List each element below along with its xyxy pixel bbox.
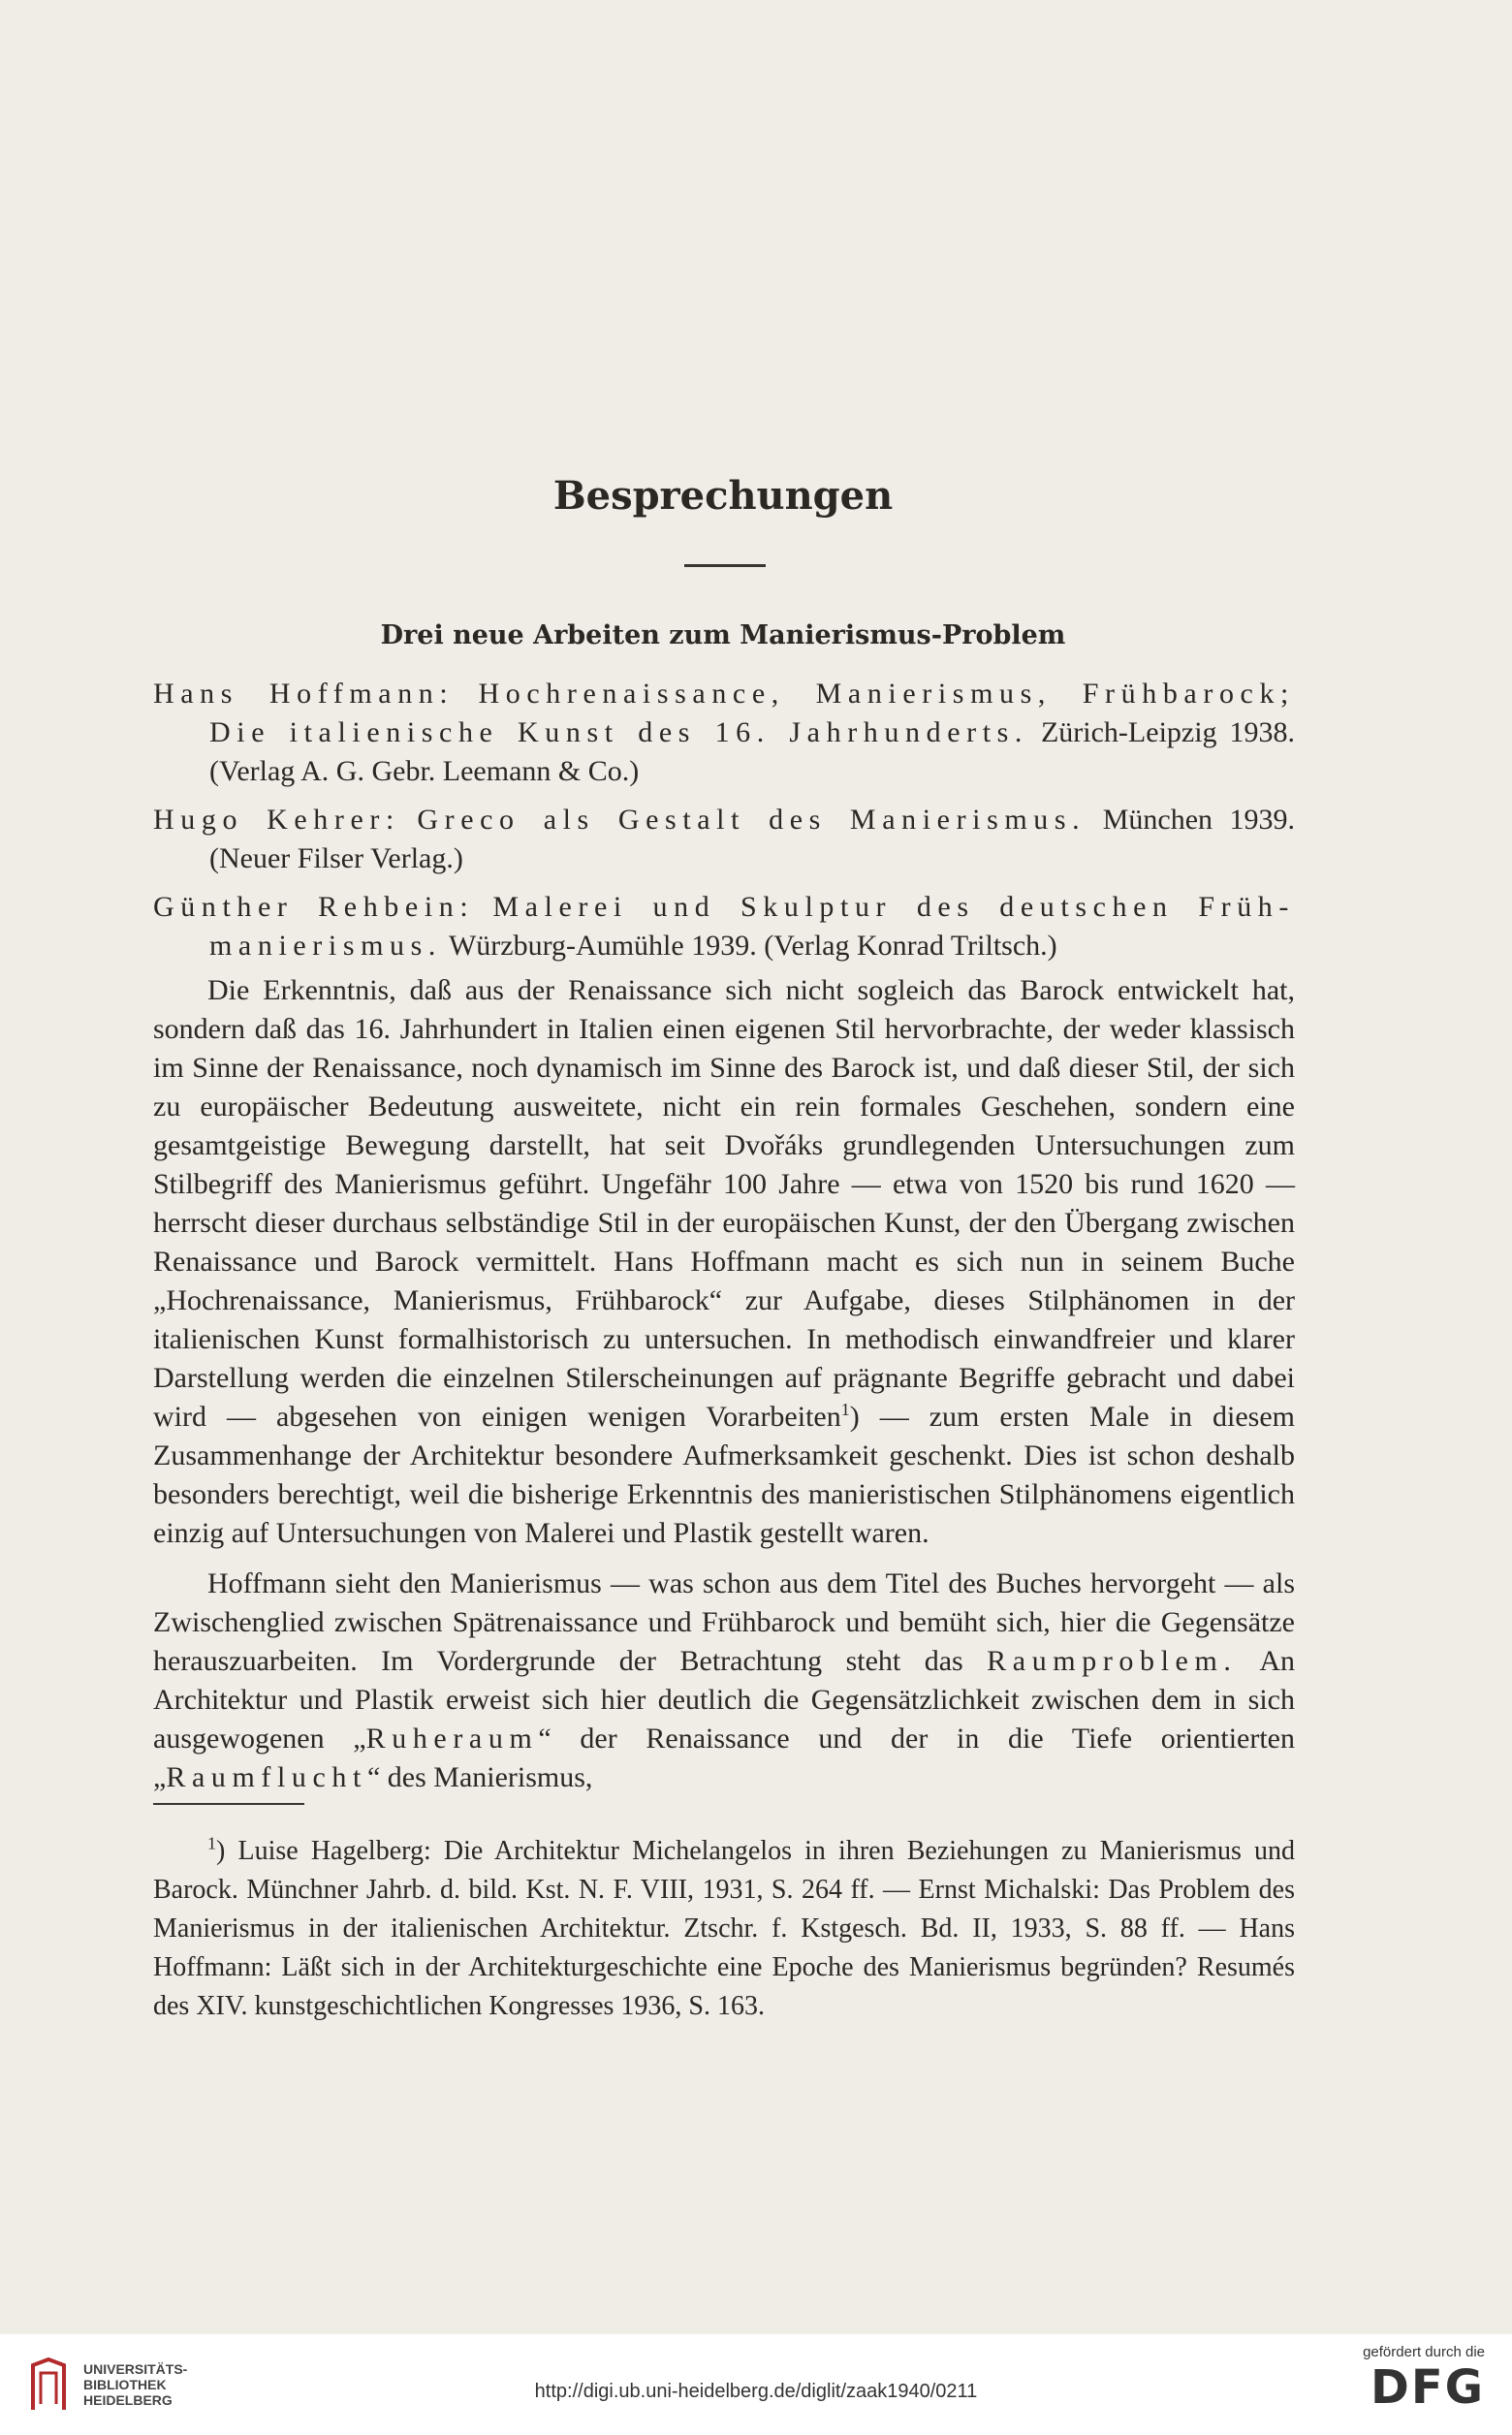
footnote-marker: 1 [207, 1833, 216, 1853]
body-text [153, 971, 1295, 1809]
emphasized-term: Ruheraum [365, 1723, 539, 1755]
paragraph-text: Hoffmann sieht den Manierismus — was schon aus dem Titel des Buches hervorgeht — als Zwischenglied zwischen Spätrenaissance und Frühbarock und bemüht sich, hier die Gegensätze herauszuarbeiten. Im Vordergrunde der Betrachtung steht das [153, 1567, 1295, 1677]
footnote-ref: 1 [840, 1400, 850, 1419]
footer-bar [0, 2334, 1512, 2435]
permalink-url[interactable]: http://digi.ub.uni-heidelberg.de/diglit/zaak1940/0211 [534, 2381, 978, 2402]
paragraph-text: An Architektur und Plastik erweist sich hier deutlich die Gegensätzlichkeit zwischen dem in sich ausgewogenen „ [153, 1645, 1295, 1755]
funding-credit [1363, 2344, 1485, 2415]
title-rule [684, 564, 766, 567]
paragraph-text: Die Erkenntnis, daß aus der Renaissance sich nicht sogleich das Barock entwickelt hat, sondern daß das 16. Jahrhundert in Italien einen eigenen Stil hervorbrachte, der weder klassisch im Sinne der Renaissance, noch dynamisch im Sinne des Barock ist, und daß dieser Stil, der sich zu europäischer Bedeutung ausweitete, nicht ein rein formales Geschehen, sondern eine gesamtgeistige Bewegung darstellt, hat seit Dvořáks grundlegenden Untersuchungen zum Stilbegriff des Manierismus geführt. Ungefähr 100 Jahre — etwa von 1520 bis rund 1620 — herrscht dieser durchaus selbständige Stil in der europäischen Kunst, der den Übergang zwischen Renaissance und Barock vermittelt. Hans Hoffmann macht es sich nun in seinem Buche „Hochrenaissance, Manierismus, Frühbarock“ zur Aufgabe, dieses Stilphänomen in der italienischen Kunst formalhistorisch zu untersuchen. In methodisch einwandfreier und klarer Darstellung werden die einzelnen Stilerscheinungen auf prägnante Begriffe gebracht und dabei wird — abgesehen von einigen wenigen Vorarbeiten [153, 974, 1295, 1433]
page-title: Besprechungen [552, 473, 894, 519]
paragraph-text: “ des Manierismus, [366, 1761, 593, 1793]
reference-list [153, 675, 1295, 975]
reference-details: München 1939. (Neuer Filser Verlag.) [209, 804, 1296, 874]
reference-author: Günther Rehbein: [153, 891, 475, 923]
reference-author: Hans Hoffmann: [153, 678, 455, 710]
reference-entry [153, 801, 1295, 878]
funder-logo: DFG [1370, 2360, 1485, 2415]
reference-work: Hochrenaissance, Manierismus, Frühbarock; Die italienische Kunst des 16. Jahrhunderts. [209, 678, 1295, 748]
article-subtitle: Drei neue Arbeiten zum Manierismus-Problem [380, 620, 1066, 650]
reference-author: Hugo Kehrer: [153, 804, 400, 836]
reference-work: Greco als Gestalt des Manierismus. [417, 804, 1087, 836]
reference-details: Würzburg-Aumühle 1939. (Verlag Konrad Triltsch.) [448, 930, 1057, 962]
emphasized-term: Raumproblem. [987, 1645, 1238, 1677]
paragraph-text: “ der Renaissance und der in die Tiefe orientierten „ [153, 1723, 1295, 1793]
funded-by-label: gefördert durch die [1363, 2344, 1485, 2360]
paragraph [153, 971, 1295, 1553]
library-name-line: BIBLIOTHEK [83, 2377, 167, 2392]
footnote-text: ) Luise Hagelberg: Die Architektur Michelangelos in ihren Beziehungen zu Manierismus und Barock. Münchner Jahrb. d. bild. Kst. N. F. VIII, 1931, S. 264 ff. — Ernst Michalski: Das Problem des Manierismus in der italienischen Architektur. Ztschr. f. Kstgesch. Bd. II, 1933, S. 88 ff. — Hans Hoffmann: Läßt sich in der Architekturgeschichte eine Epoche des Manierismus begründen? Resumés des XIV. kunstgeschichtlichen Kongresses 1936, S. 163. [153, 1836, 1295, 2021]
library-name-line: HEIDELBERG [83, 2392, 173, 2408]
reference-entry [153, 888, 1295, 965]
reference-entry [153, 675, 1295, 791]
paragraph [153, 1565, 1295, 1797]
library-name-line: UNIVERSITÄTS- [83, 2361, 188, 2377]
footnote [153, 1832, 1295, 2026]
footnote-rule [153, 1803, 304, 1805]
reference-details: Zürich-Leipzig 1938. (Verlag A. G. Gebr. Leemann & Co.) [209, 716, 1295, 787]
emphasized-term: Raumflucht [166, 1761, 367, 1793]
reference-work: Malerei und Skulptur des deutschen Früh-manierismus. [209, 891, 1295, 962]
paragraph-text: ) — zum ersten Male in diesem Zusammenhange der Architektur besondere Aufmerksamkeit geschenkt. Dies ist schon deshalb besonders berechtigt, weil die bisherige Erkenntnis des manieristischen Stilphänomens eigentlich einzig auf Untersuchungen von Malerei und Plastik gestellt waren. [153, 1401, 1295, 1549]
